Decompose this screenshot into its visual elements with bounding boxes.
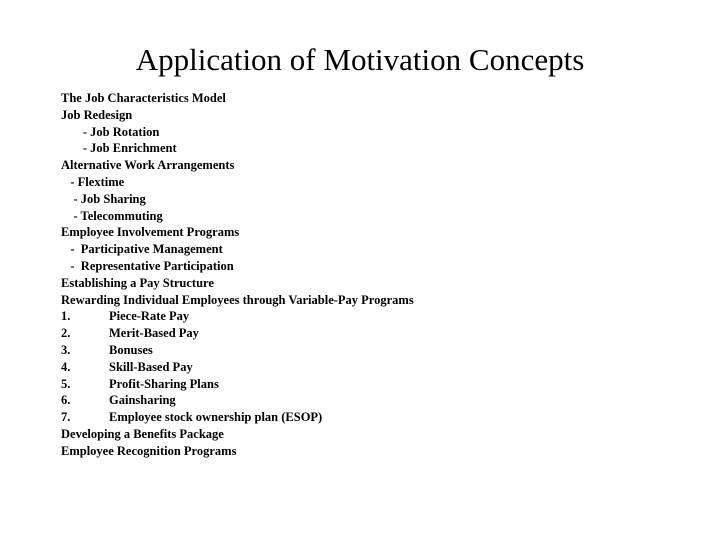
- outline-line: [61, 275, 701, 292]
- line-text: Job Redesign: [61, 107, 133, 122]
- line-text: - Job Sharing: [61, 191, 146, 206]
- line-number: 2.: [61, 326, 71, 341]
- line-text: Rewarding Individual Employees through Variable-Pay Programs: [61, 292, 414, 307]
- line-text: - Representative Participation: [61, 258, 234, 273]
- line-number: 5.: [61, 376, 71, 391]
- numbered-line: [61, 359, 701, 376]
- line-text: The Job Characteristics Model: [61, 91, 226, 105]
- line-number: 3.: [61, 342, 71, 357]
- numbered-line: [61, 308, 701, 325]
- outline-line: [61, 443, 701, 460]
- line-text: Gainsharing: [109, 393, 176, 408]
- line-text: Alternative Work Arrangements: [61, 158, 235, 173]
- line-text: - Telecommuting: [61, 208, 163, 223]
- outline-line: [61, 258, 701, 275]
- numbered-line: [61, 376, 701, 393]
- outline-line: [61, 292, 701, 309]
- line-text: - Flextime: [61, 174, 125, 189]
- line-number: 7.: [61, 410, 71, 425]
- line-text: - Job Enrichment: [61, 141, 177, 156]
- line-text: Piece-Rate Pay: [109, 309, 190, 324]
- line-text: Skill-Based Pay: [109, 359, 193, 374]
- line-text: - Participative Management: [61, 242, 223, 257]
- outline-line: [61, 90, 701, 107]
- line-text: Developing a Benefits Package: [61, 426, 224, 441]
- outline-line: [61, 174, 701, 191]
- line-text: - Job Rotation: [61, 124, 160, 139]
- outline-line: [61, 241, 701, 258]
- outline-line: [61, 208, 701, 225]
- outline-line: [61, 426, 701, 443]
- outline-line: [61, 191, 701, 208]
- slide-title: Application of Motivation Concepts: [135, 42, 585, 77]
- line-text: Profit-Sharing Plans: [109, 376, 219, 391]
- outline-line: [61, 107, 701, 124]
- outline-line: [61, 124, 701, 141]
- outline-line: [61, 140, 701, 157]
- slide-body-outline: [61, 90, 701, 460]
- line-text: Employee stock ownership plan (ESOP): [109, 410, 323, 425]
- outline-line: [61, 157, 701, 174]
- line-text: Merit-Based Pay: [109, 326, 199, 341]
- numbered-line: [61, 392, 701, 409]
- line-text: Employee Recognition Programs: [61, 443, 237, 458]
- line-number: 6.: [61, 393, 71, 408]
- numbered-line: [61, 325, 701, 342]
- line-text: Bonuses: [109, 342, 153, 357]
- line-text: Employee Involvement Programs: [61, 225, 240, 240]
- line-number: 1.: [61, 309, 71, 324]
- numbered-line: [61, 409, 701, 426]
- numbered-line: [61, 342, 701, 359]
- outline-line: [61, 224, 701, 241]
- line-number: 4.: [61, 359, 71, 374]
- line-text: Establishing a Pay Structure: [61, 275, 214, 290]
